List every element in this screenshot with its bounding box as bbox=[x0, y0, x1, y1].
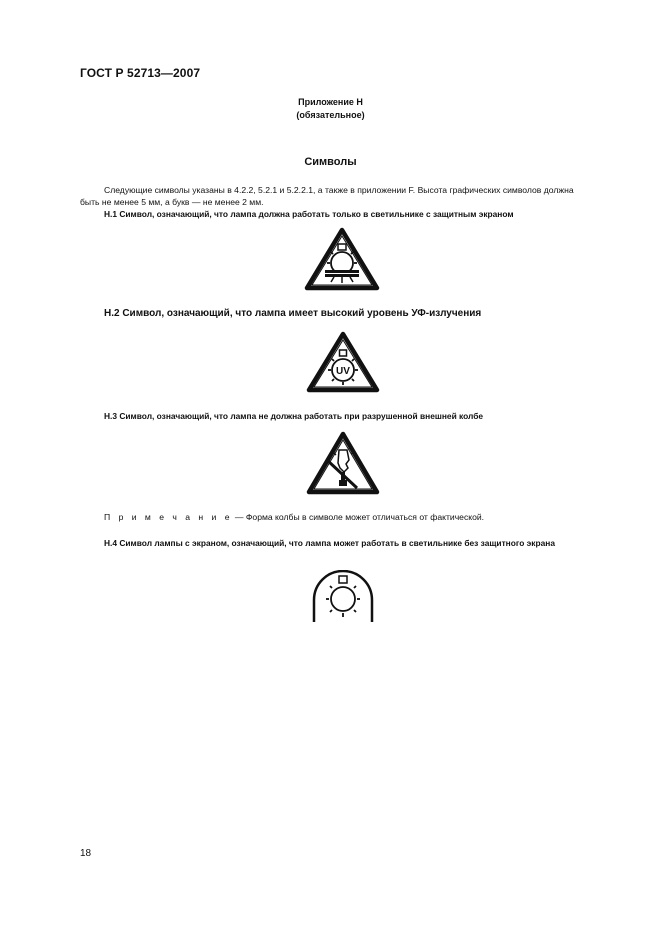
lamp-with-protective-screen-icon bbox=[303, 226, 381, 297]
document-header: ГОСТ Р 52713—2007 bbox=[80, 66, 201, 80]
annex-subtitle: (обязательное) bbox=[296, 110, 365, 120]
note bbox=[104, 512, 484, 522]
annex-title: Приложение Н bbox=[298, 97, 363, 107]
broken-bulb-prohibited-icon bbox=[305, 430, 381, 501]
page-number: 18 bbox=[80, 848, 92, 859]
note-text: — Форма колбы в символе может отличаться от фактической. bbox=[234, 512, 485, 522]
uv-radiation-icon bbox=[305, 330, 381, 399]
item-h1-title: Н.1 Символ, означающий, что лампа должна работать только в светильнике с защитным экраном bbox=[104, 209, 514, 219]
intro-paragraph: Следующие символы указаны в 4.2.2, 5.2.1 и 5.2.2.1, а также в приложении F. Высота графических символов должна быть не менее 5 мм, а букв — не менее 2 мм. bbox=[80, 185, 574, 207]
item-h3-title: Н.3 Символ, означающий, что лампа не должна работать при разрушенной внешней колбе bbox=[104, 411, 484, 421]
item-h2-title: Н.2 Символ, означающий, что лампа имеет высокий уровень УФ-излучения bbox=[104, 308, 482, 319]
note-label: П р и м е ч а н и е bbox=[104, 512, 233, 522]
section-title: Символы bbox=[304, 156, 357, 168]
self-shielded-lamp-icon bbox=[308, 570, 378, 631]
item-h4-title: Н.4 Символ лампы с экраном, означающий, что лампа может работать в светильнике без защитного экрана bbox=[104, 538, 555, 548]
uv-label: UV bbox=[336, 366, 350, 377]
